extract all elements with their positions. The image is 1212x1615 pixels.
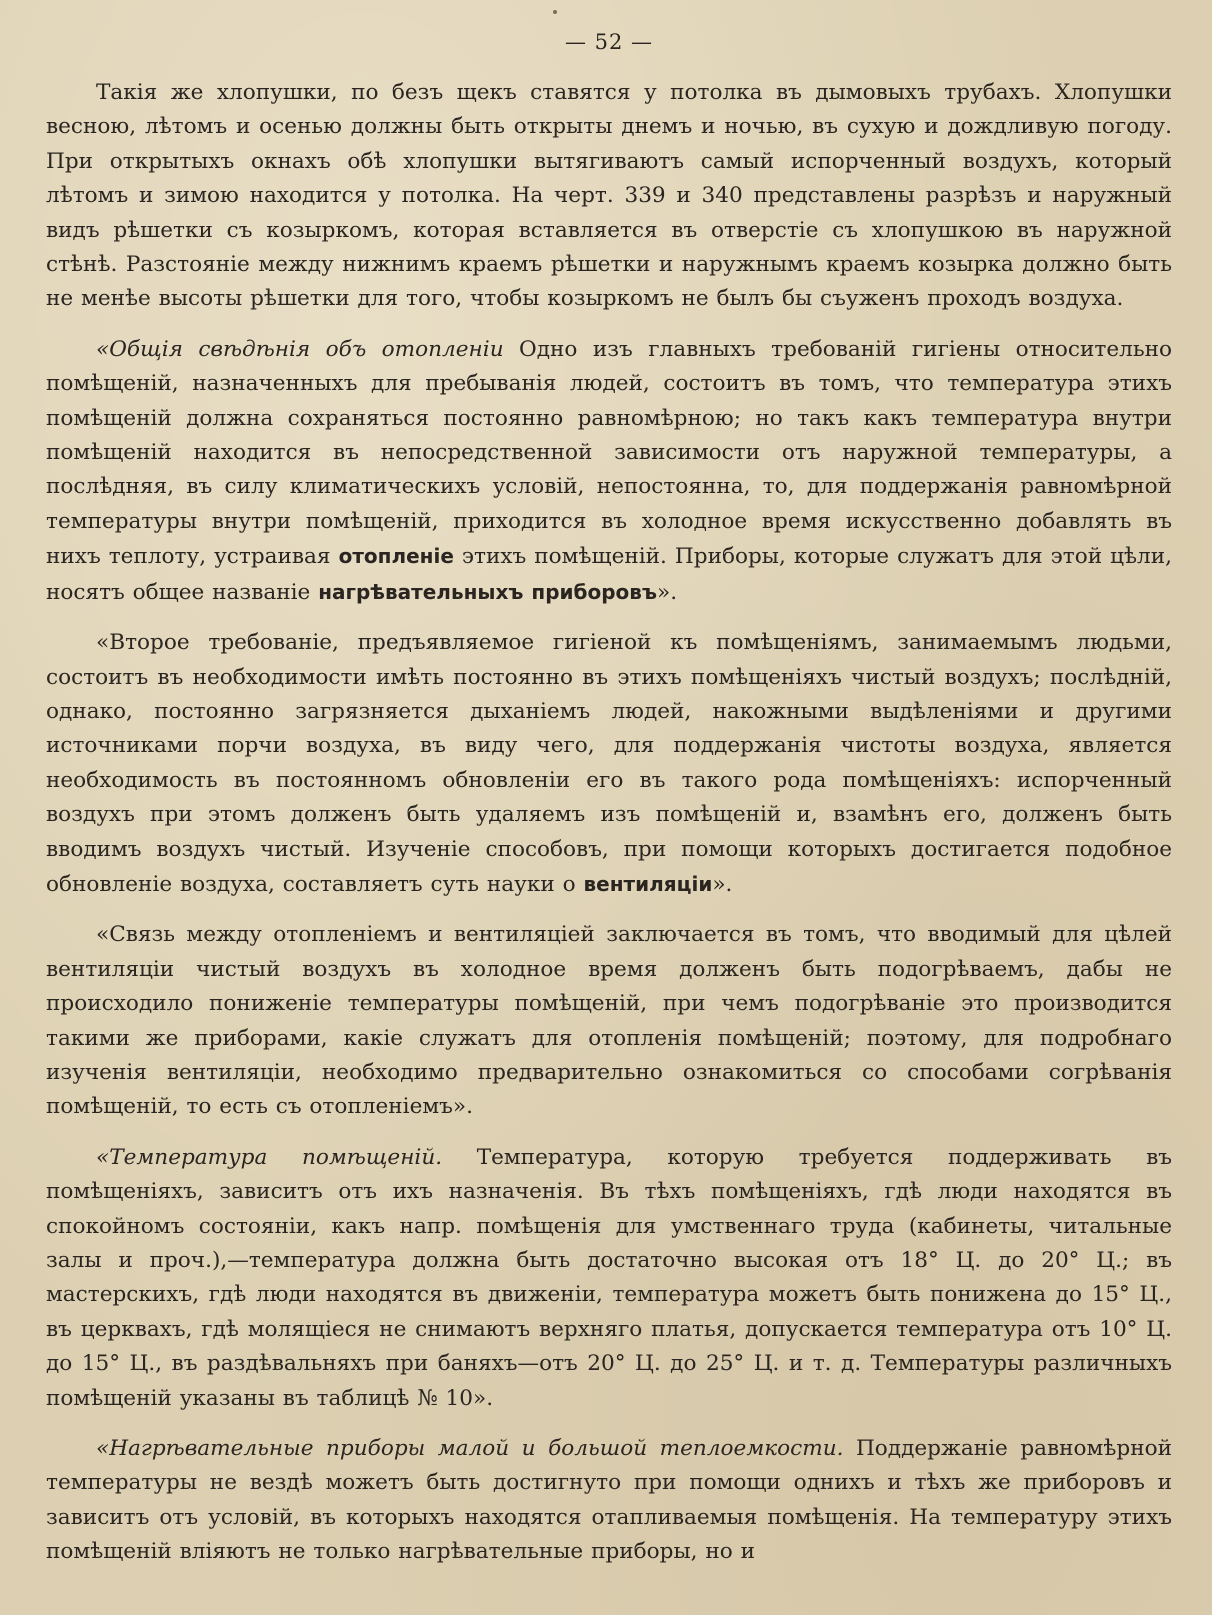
paragraph-text: ». [712, 871, 733, 897]
section-heading-heat-capacity: «Нагрѣвательные приборы малой и большой теплоемкости. [96, 1436, 844, 1462]
paragraph-heating-general [46, 333, 1172, 610]
paragraph-heating-ventilation-link [46, 918, 1172, 1124]
page-number: — 52 — [564, 30, 654, 54]
ink-speck [553, 10, 557, 14]
paragraph-text: Одно изъ главныхъ требованій гигіены относительно помѣщеній, назначенныхъ для пребыванія людей, состоитъ въ томъ, что температура этихъ помѣщеній должна сохраняться постоянно равномѣрною; но такъ какъ температура внутри помѣщеній находится въ непосредственной зависимости отъ наружной температуры, а послѣдняя, въ силу климатическихъ условій, непостоянна, то, для поддержанія равномѣрной температуры внутри помѣщеній, приходится въ холодное время искусственно добавлять въ нихъ теплоту, устраивая [46, 336, 1172, 570]
section-heading-room-temperature: «Температура помѣщеній. [96, 1144, 443, 1170]
paragraph-ventilation-requirement [46, 626, 1172, 902]
paragraph-room-temperature [46, 1141, 1172, 1416]
section-heading-heating-general: «Общія свѣдѣнія объ отопленіи [96, 336, 504, 362]
paragraph-text: «Второе требованіе, предъявляемое гигіеной къ помѣщеніямъ, занимаемымъ людьми, состоитъ въ необходимости имѣть постоянно въ этихъ помѣщеніяхъ чистый воздухъ; послѣдній, однако, постоянно загрязняется дыханіемъ людей, накожными выдѣленіями и другими источниками порчи воздуха, въ виду чего, для поддержанія чистоты воздуха, является необходимость въ постоянномъ обновленіи его въ такого рода помѣщеніяхъ: испорченный воздухъ при этомъ долженъ быть удаляемъ изъ помѣщеній и, взамѣнъ его, долженъ быть вводимъ воздухъ чистый. Изученіе способовъ, при помощи которыхъ достигается подобное обновленіе воздуха, составляетъ суть науки о [46, 630, 1172, 897]
paragraph-heat-capacity-devices [46, 1432, 1172, 1570]
paragraph-text: «Связь между отопленіемъ и вентиляціей заключается въ томъ, что вводимый для цѣлей вентиляціи чистый воздухъ въ холодное время долженъ быть подогрѣваемъ, дабы не происходило пониженіе температуры помѣщеній, при чемъ подогрѣваніе это производится такими же приборами, какіе служатъ для отопленія помѣщеній; поэтому, для подробнаго изученія вентиляціи, необходимо предварительно ознакомиться со способами согрѣванія помѣщеній, то есть съ отопленіемъ». [46, 922, 1172, 1120]
term-heating: отопленіе [338, 544, 454, 569]
paragraph-text: ». [656, 579, 678, 605]
paragraph-text: Температура, которую требуется поддерживать въ помѣщеніяхъ, зависитъ отъ ихъ назначенія. Въ тѣхъ помѣщеніяхъ, гдѣ люди находятся въ спокойномъ состояніи, какъ напр. помѣщенія для умственнаго труда (кабинеты, читальные залы и проч.),—температура должна быть достаточно высокая отъ 18° Ц. до 20° Ц.; въ мастерскихъ, гдѣ люди находятся въ движеніи, температура можетъ быть понижена до 15° Ц., въ церквахъ, гдѣ молящіеся не снимаютъ верхняго платья, допускается температура отъ 10° Ц. до 15° Ц., въ раздѣвальняхъ при баняхъ—отъ 20° Ц. до 25° Ц. и т. д. Температуры различныхъ помѣщеній указаны въ таблицѣ № 10». [46, 1144, 1172, 1411]
paragraph-ventilation-flaps [46, 76, 1172, 317]
paragraph-text: Такія же хлопушки, по безъ щекъ ставятся у потолка въ дымовыхъ трубахъ. Хлопушки весною, лѣтомъ и осенью должны быть открыты днемъ и ночью, въ сухую и дождливую погоду. При открытыхъ окнахъ обѣ хлопушки вытягиваютъ самый испорченный воздухъ, который лѣтомъ и зимою находится у потолка. На черт. 339 и 340 представлены разрѣзъ и наружный видъ рѣшетки съ козыркомъ, которая вставляется въ отверстіе съ хлопушкою въ наружной стѣнѣ. Разстояніе между нижнимъ краемъ рѣшетки и наружнымъ краемъ козырка должно быть не менѣе высоты рѣшетки для того, чтобы козыркомъ не былъ бы съуженъ проходъ воздуха. [46, 80, 1172, 312]
paragraph-text: Поддержаніе равномѣрной температуры не вездѣ можетъ быть достигнуто при помощи однихъ и тѣхъ же приборовъ и зависитъ отъ условій, въ которыхъ находятся отапливаемыя помѣщенія. На температуру этихъ помѣщеній вліяютъ не только нагрѣвательные приборы, но и [46, 1436, 1172, 1565]
paragraph-text: этихъ помѣщеній. Приборы, которые служатъ для этой цѣли, носятъ общее названіе [46, 544, 1172, 605]
term-ventilation: вентиляціи [583, 871, 713, 896]
term-heating-devices: нагрѣвательныхъ приборовъ [318, 579, 657, 604]
